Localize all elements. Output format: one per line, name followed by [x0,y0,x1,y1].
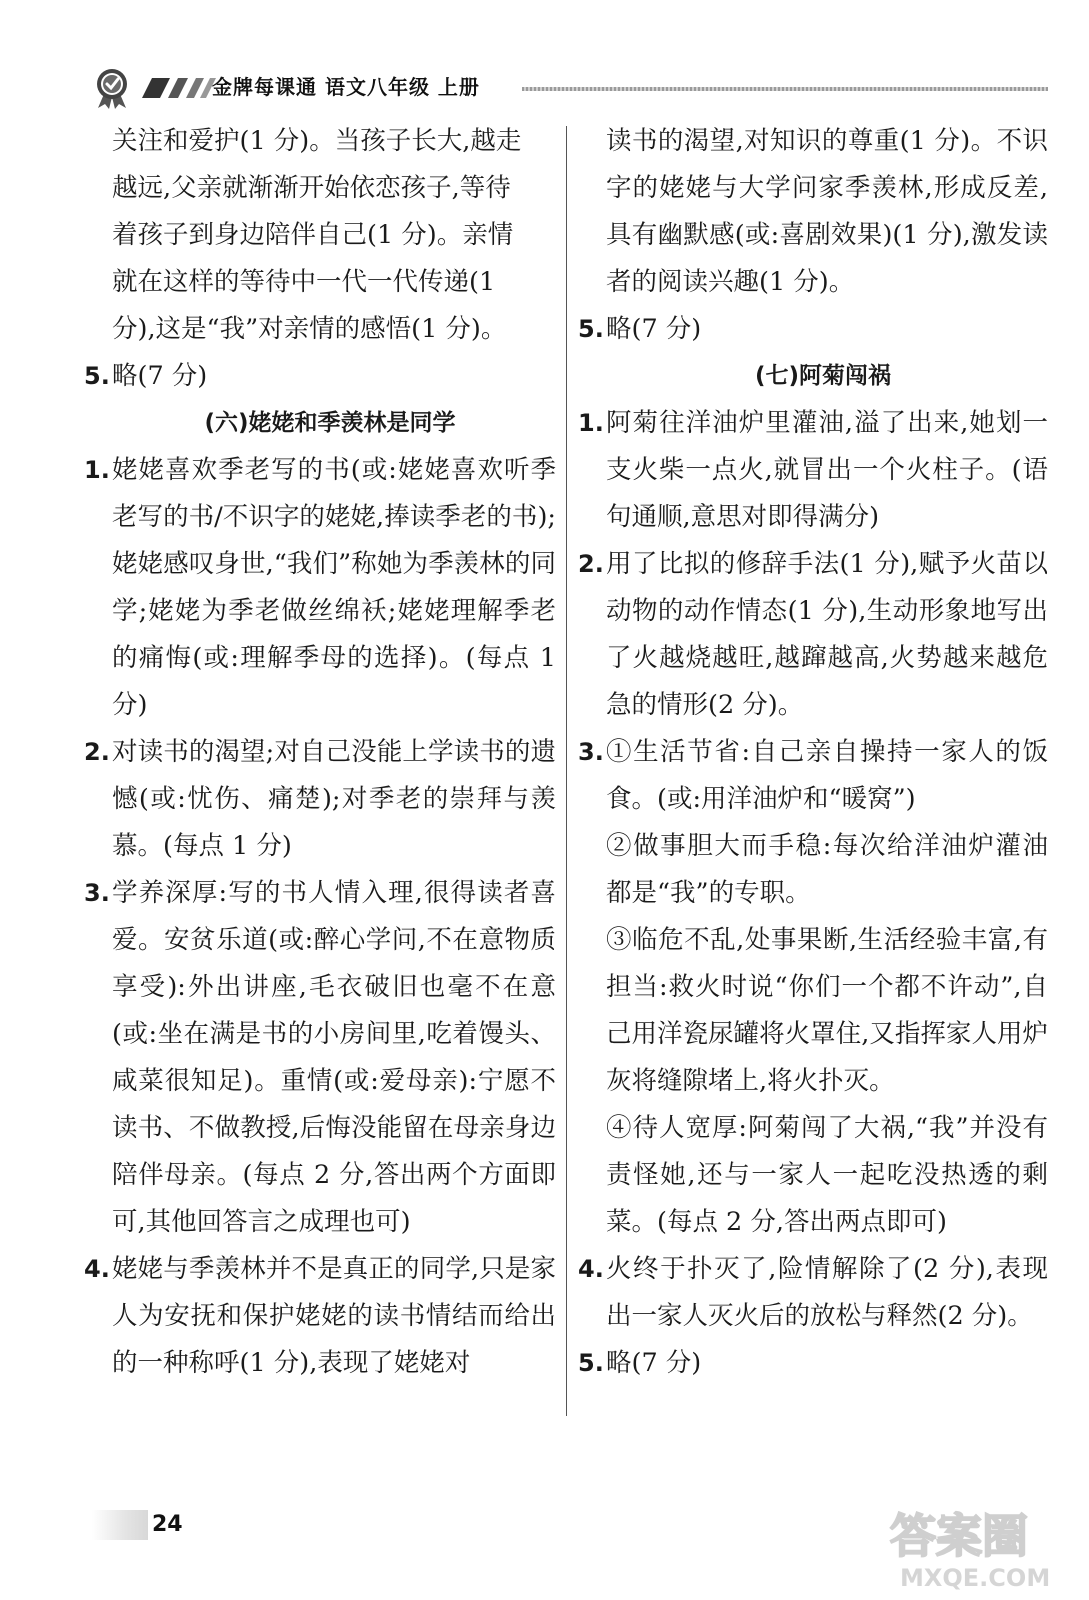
item-text: 略(7 分) [112,361,208,391]
watermark-text: 答案圈 [890,1509,1028,1563]
medal-badge-icon [90,64,136,110]
item-text: 略(7 分) [606,1348,702,1378]
item-number: 3. [578,738,604,766]
item-number: 4. [84,1255,110,1283]
item-text: 姥姥与季羡林并不是真正的同学,只是家人为安抚和保护姥姥的读书情结而给出的一种称呼(1 分),表现了姥姥对 [112,1254,556,1378]
item-text: 对读书的渴望;对自己没能上学读书的遗憾(或:忧伤、痛楚);对季老的崇拜与羡慕。(每点 1 分) [112,737,556,861]
section-title: (七)阿菊闯祸 [754,363,892,389]
continuation-paragraph: 读书的渴望,对知识的尊重(1 分)。不识字的姥姥与大学问家季羡林,形成反差,具有幽默感(或:喜剧效果)(1 分),激发读者的阅读兴趣(1 分)。 [606,126,1048,297]
answer-item [84,870,556,1246]
answer-item [84,1246,556,1387]
page-number: 24 [152,1512,183,1537]
answer-item [578,1246,1048,1340]
header-rule [522,87,1048,91]
intro-paragraph [84,118,556,353]
item-number: 1. [84,456,110,484]
intro-line: 越远,父亲就渐渐开始依恋孩子,等待 [112,173,511,203]
book-title: 金牌每课通 语文八年级 上册 [212,75,480,99]
item-part: ④待人宽厚:阿菊闯了大祸,“我”并没有责怪她,还与一家人一起吃没热透的剩菜。(每点 2 分,答出两点即可) [606,1113,1048,1237]
item-text: 阿菊往洋油炉里灌油,溢了出来,她划一支火柴一点火,就冒出一个火柱子。(语句通顺,意思对即得满分) [606,408,1048,532]
item-number: 2. [84,738,110,766]
item-number: 3. [84,879,110,907]
item-text: 用了比拟的修辞手法(1 分),赋予火苗以动物的动作情态(1 分),生动形象地写出了火越烧越旺,越蹿越高,火势越来越危急的情形(2 分)。 [606,549,1048,720]
page-header [90,62,1050,112]
item-text: 姥姥喜欢季老写的书(或:姥姥喜欢听季老写的书/不识字的姥姥,捧读季老的书);姥姥感叹身世,“我们”称她为季羡林的同学;姥姥为季老做丝绵袄;姥姥理解季老的痛悔(或:理解季母的选择)。(每点 1 分) [112,455,556,720]
left-column [84,118,556,1387]
column-divider [566,126,567,1416]
answer-item [84,447,556,729]
watermark-logo [886,1500,1086,1592]
intro-line: 就在这样的等待中一代一代传递(1 [112,267,496,297]
intro-line: 分),这是“我”对亲情的感悟(1 分)。 [112,314,507,344]
item-part: ②做事胆大而手稳:每次给洋油炉灌油都是“我”的专职。 [606,831,1048,908]
item-number: 4. [578,1255,604,1283]
item-text: 学养深厚:写的书人情入理,很得读者喜爱。安贫乐道(或:醉心学问,不在意物质享受):外出讲座,毛衣破旧也毫不在意(或:坐在满是书的小房间里,吃着馒头、咸菜很知足)。重情(或:爱母亲):宁愿不读书、不做教授,后悔没能留在母亲身边陪伴母亲。(每点 2 分,答出两个方面即可,其他回答言之成理也可) [112,878,556,1237]
item-text: 略(7 分) [606,314,702,344]
right-column [578,118,1048,1387]
item-text: 火终于扑灭了,险情解除了(2 分),表现出一家人灭火后的放松与释然(2 分)。 [606,1254,1048,1331]
answer-item [84,729,556,870]
section-title: (六)姥姥和季羡林是同学 [204,410,456,436]
item-number: 1. [578,409,604,437]
item-part: ③临危不乱,处事果断,生活经验丰富,有担当:救火时说“你们一个都不许动”,自己用洋瓷尿罐将火罩住,又指挥家人用炉灰将缝隙堵上,将火扑灭。 [606,925,1048,1096]
answer-item [84,353,556,400]
watermark-url: MXQE.COM [900,1564,1051,1592]
item-number: 2. [578,550,604,578]
item-number: 5. [578,1349,604,1377]
page-number-shade [92,1510,148,1540]
answer-item [578,306,1048,353]
intro-line: 关注和爱护(1 分)。当孩子长大,越走 [112,126,522,156]
item-number: 5. [84,362,110,390]
answer-item [578,400,1048,541]
answer-item [578,729,1048,1246]
item-part: ①生活节省:自己亲自操持一家人的饭食。(或:用洋油炉和“暖窝”) [606,737,1048,814]
item-number: 5. [578,315,604,343]
answer-item [578,1340,1048,1387]
answer-item [578,541,1048,729]
intro-line: 着孩子到身边陪伴自己(1 分)。亲情 [112,220,514,250]
